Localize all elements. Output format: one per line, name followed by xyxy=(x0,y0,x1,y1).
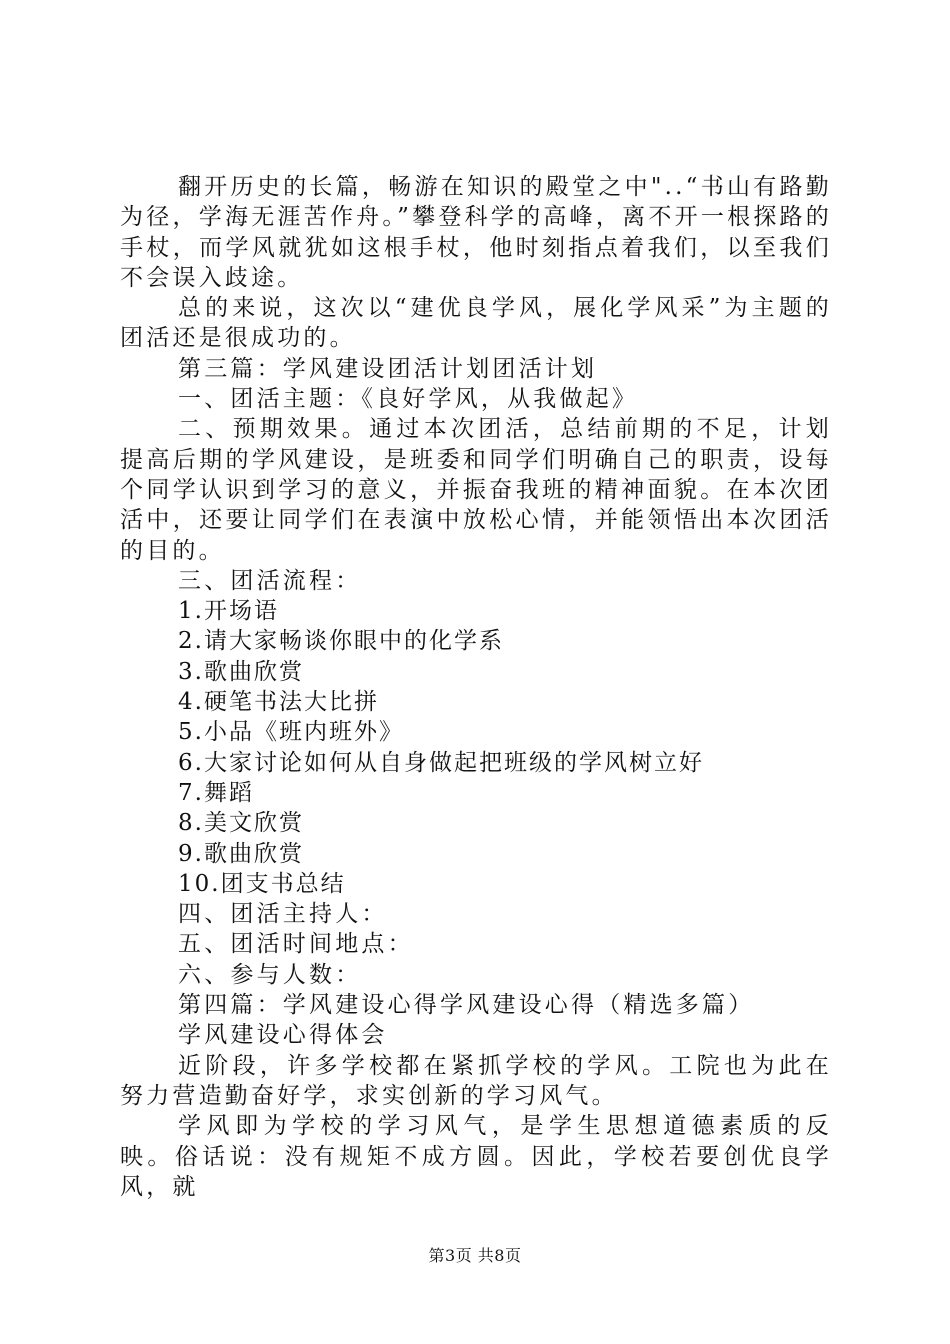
paragraph: 近阶段，许多学校都在紧抓学校的学风。工院也为此在努力营造勤奋好学，求实创新的学习风气。 xyxy=(120,1052,832,1109)
list-item: 6.大家讨论如何从自身做起把班级的学风树立好 xyxy=(178,749,704,776)
paragraph: 三、团活流程： xyxy=(178,567,362,594)
paragraph: 五、团活时间地点： xyxy=(178,931,414,958)
list-item: 1.开场语 xyxy=(178,598,279,625)
page-number-footer: 第3页 共8页 xyxy=(428,1246,522,1265)
list-item: 3.歌曲欣赏 xyxy=(178,658,304,685)
paragraph: 总的来说，这次以“建优良学风，展化学风采”为主题的团活还是很成功的。 xyxy=(120,295,832,352)
paragraph: 一、团活主题：《良好学风，从我做起》 xyxy=(178,386,639,413)
document-body xyxy=(120,172,832,1202)
section-heading: 第三篇：学风建设团活计划团活计划 xyxy=(178,355,598,382)
list-item: 7.舞蹈 xyxy=(178,779,254,806)
list-item: 2.请大家畅谈你眼中的化学系 xyxy=(178,628,504,655)
paragraph: 六、参与人数： xyxy=(178,961,362,988)
list-item: 4.硬笔书法大比拼 xyxy=(178,689,379,716)
list-item: 5.小品《班内班外》 xyxy=(178,719,404,746)
list-item: 10.团支书总结 xyxy=(178,870,346,897)
paragraph: 学风即为学校的学习风气，是学生思想道德素质的反映。俗话说：没有规矩不成方圆。因此，学校若要创优良学风，就 xyxy=(120,1113,832,1200)
list-item: 8.美文欣赏 xyxy=(178,810,304,837)
list-item: 9.歌曲欣赏 xyxy=(178,840,304,867)
paragraph: 翻开历史的长篇，畅游在知识的殿堂之中"..“书山有路勤为径，学海无涯苦作舟。”攀登科学的高峰，离不开一根探路的手杖，而学风就犹如这根手杖，他时刻指点着我们，以至我们不会误入歧途。 xyxy=(120,174,833,291)
paragraph: 二、预期效果。通过本次团活，总结前期的不足，计划提高后期的学风建设，是班委和同学们明确自己的职责，设每个同学认识到学习的意义，并振奋我班的精神面貌。在本次团活中，还要让同学们在表演中放松心情，并能领悟出本次团活的目的。 xyxy=(120,416,832,564)
subheading: 学风建设心得体会 xyxy=(178,1022,388,1049)
paragraph: 四、团活主持人： xyxy=(178,901,388,928)
section-heading: 第四篇：学风建设心得学风建设心得（精选多篇） xyxy=(178,992,755,1019)
